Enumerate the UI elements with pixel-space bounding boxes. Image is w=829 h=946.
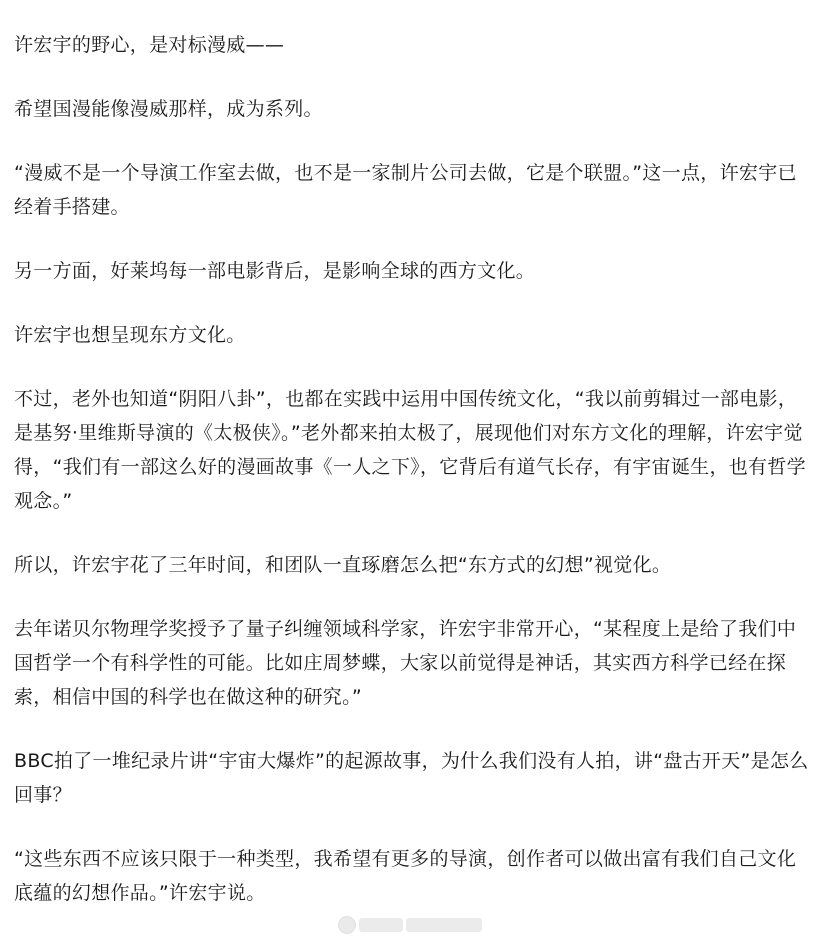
- paragraph-7: 所以，许宏宇花了三年时间，和团队一直琢磨怎么把“东方式的幻想”视觉化。: [14, 554, 672, 576]
- watermark: [338, 914, 488, 936]
- article-body: [14, 28, 814, 940]
- paragraph-8: 去年诺贝尔物理学奖授予了量子纠缠领域科学家，许宏宇非常开心，“某程度上是给了我们中国哲学一个有科学性的可能。比如庄周梦蝶，大家以前觉得是神话，其实西方科学已经在探索，相信中国的科学也在做这种的研究。”: [14, 618, 797, 708]
- paragraph-3: “漫威不是一个导演工作室去做，也不是一家制片公司去做，它是个联盟。”这一点，许宏宇已经着手搭建。: [14, 162, 797, 218]
- paragraph-6: 不过，老外也知道“阴阳八卦”，也都在实践中运用中国传统文化，“我以前剪辑过一部电影，是基努·里维斯导演的《太极侠》。”老外都来拍太极了，展现他们对东方文化的理解，许宏宇觉得，“我们有一部这么好的漫画故事《一人之下》，它背后有道气长存，有宇宙诞生，也有哲学观念。”: [14, 388, 806, 512]
- paragraph-1: 许宏宇的野心，是对标漫威——: [14, 34, 285, 56]
- paragraph-5: 许宏宇也想呈现东方文化。: [14, 324, 246, 346]
- watermark-logo-icon: [338, 916, 356, 934]
- watermark-mark: [406, 918, 482, 932]
- watermark-mark: [359, 918, 403, 932]
- paragraph-2: 希望国漫能像漫威那样，成为系列。: [14, 98, 323, 120]
- paragraph-10: “这些东西不应该只限于一种类型，我希望有更多的导演，创作者可以做出富有我们自己文化底蕴的幻想作品。”许宏宇说。: [14, 848, 797, 904]
- paragraph-9: BBC拍了一堆纪录片讲“宇宙大爆炸”的起源故事，为什么我们没有人拍，讲“盘古开天”是怎么回事？: [14, 750, 809, 806]
- paragraph-4: 另一方面，好莱坞每一部电影背后，是影响全球的西方文化。: [14, 260, 536, 282]
